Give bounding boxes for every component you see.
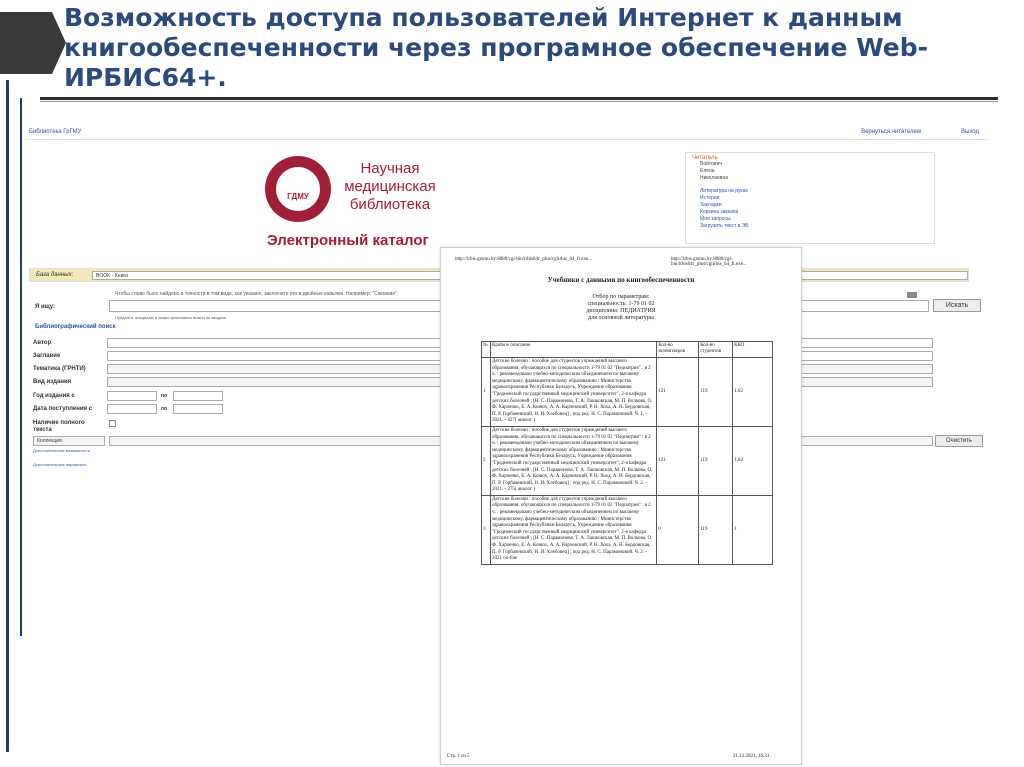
fulltext-label: Наличие полного текста — [33, 420, 85, 433]
library-link[interactable]: Библиотека ГрГМУ — [29, 129, 82, 135]
col-header: Краткое описание — [490, 342, 656, 358]
search-button[interactable]: Искать — [933, 299, 981, 312]
fulltext-checkbox[interactable] — [109, 420, 116, 427]
year-from-input[interactable] — [107, 391, 157, 401]
date-row — [33, 404, 333, 416]
doctype-label: Вид издания — [33, 379, 72, 385]
reader-name-line: Войтович — [700, 161, 722, 167]
row-copies: 0 — [657, 495, 699, 564]
param-line: специальность: 1-79 01 02 — [587, 301, 655, 307]
title-divider — [40, 97, 998, 100]
param-line: Отбор по параметрам: — [592, 294, 650, 300]
database-select[interactable]: BOOK - Книги — [92, 271, 968, 280]
exit-link[interactable]: Выход — [961, 129, 979, 135]
year-to-label: по — [161, 393, 168, 399]
reader-link-cart[interactable]: Корзина заказов — [700, 209, 739, 215]
reader-link-loans[interactable]: Литература на руках — [700, 188, 749, 194]
extra-params-link[interactable]: Дополнительные параметры — [33, 462, 87, 467]
row-description: Детские болезни : пособие для студентов учреждений высшего образования, обучающихся по специальности 1-79 01 02 "Педиатрия" : в 2 ч. : рекомендовано учебно-методическим объединением по высшему медицинскому, фармацевтическому образованию / Министерство здравоохранения Республики Беларусь, Учреждение образования "Гродненский государственный медицинский университет", 2-я кафедра детских болезней ; [Н. С. Парамонова, Т. А. Лашковская, М. П. Волкова, О. Ф. Харченко, Е. А. Конюх, А. А. Карчевский, Р. Н. Хоха, А. Н. Бердовская, П. Р. Горбачевский, Н. И. Хлебовец] ; под ред. Н. С. Парамоновой. Ч. 1. - 2021. - 427( аналог ) — [490, 358, 656, 427]
database-label: База данных: — [36, 272, 74, 278]
table-row — [482, 358, 773, 427]
fulltext-row — [33, 418, 153, 434]
availability-table — [481, 341, 773, 565]
author-label: Автор — [33, 340, 52, 346]
table-row — [482, 426, 773, 495]
library-logo — [265, 156, 331, 222]
reader-link-bookmarks[interactable]: Закладки — [700, 202, 722, 208]
date-to-label: по — [161, 406, 168, 412]
list-icon[interactable] — [907, 292, 917, 298]
doc-timestamp: 21.12.2021, 16:31 — [733, 754, 770, 759]
search-hint: Чтобы слово было найдено в точности в том виде, как указано, заключите его в двойные кавычки. Например: "Сжиание" — [115, 291, 397, 297]
row-copies: 121 — [657, 426, 699, 495]
col-header: № — [482, 342, 491, 358]
slide-vertical-line-inner — [20, 98, 22, 636]
search-label: Я ищу: — [35, 304, 55, 310]
catalog-title: Электронный каталог — [267, 232, 429, 249]
reader-header: Читатель — [692, 155, 718, 161]
search-hint-secondary: Предлоги, инициалы и знаки препинания можно не вводить — [115, 315, 227, 320]
reader-link-history[interactable]: История — [700, 195, 720, 201]
param-line: для основной литературы — [588, 315, 654, 321]
title-divider-thin — [40, 101, 998, 102]
doc-url-right: http://irbis.grsmu.by:8080/cgi-bin/irbis64r_plus/cgiirbis_64_ft.exe... — [671, 257, 747, 267]
reader-name-line: Елена — [700, 168, 715, 174]
reader-name-line: Николаевна — [700, 175, 728, 181]
slide-title: Возможность доступа пользователей Интернет к данным книгообеспеченности через програмное обеспечение Web-ИРБИС64+. — [64, 3, 929, 92]
title-label: Заглавие — [33, 353, 61, 359]
col-header: Кол-во студентов — [699, 342, 733, 358]
row-kko: 1.02 — [733, 426, 773, 495]
slide-tab-marker — [0, 12, 52, 74]
doc-title: Учебники с данными по книгообеспеченности — [547, 276, 695, 284]
logo-text: ГДМУ — [287, 192, 309, 201]
row-description: Детские болезни : пособие для студентов учреждений высшего образования, обучающихся по специальности 1-79 01 02 "Педиатрия" : в 2 ч. : рекомендовано учебно-методическим объединением по высшему медицинскому, фармацевтическому образованию / Министерство здравоохранения Республики Беларусь, Учреждение образования "Гродненский государственный медицинский университет", 2-я кафедра детских болезней ; [Н. С. Парамонова, Т. А. Лашковская, М. П. Волкова, О. Ф. Харченко, Е. А. Конюх, А. А. Карчевский, Р. Н. Хоха, А. Н. Бердовская, П. Р. Горбачевский, Н. И. Хлебовец] ; под ред. Н. С. Парамоновой. Ч. 2. - 2021 on-line — [490, 495, 656, 564]
row-number: 3 — [482, 495, 491, 564]
doc-page-counter: Стр. 1 из 5 — [447, 754, 470, 759]
year-to-input[interactable] — [173, 391, 223, 401]
table-header-row — [482, 342, 773, 358]
date-to-input[interactable] — [173, 404, 223, 414]
library-name: Научная медицинская библиотека — [344, 160, 436, 213]
year-row — [33, 391, 333, 403]
col-header: ККО — [733, 342, 773, 358]
row-kko: 1 — [733, 495, 773, 564]
clear-button[interactable]: Очистить — [935, 435, 983, 447]
row-description: Детские болезни : пособие для студентов учреждений высшего образования, обучающихся по специальности 1-79 01 02 "Педиатрия" : в 2 ч. : рекомендовано учебно-методическим объединением по высшему медицинскому, фармацевтическому образованию / Министерство здравоохранения Республики Беларусь, Учреждение образования "Гродненский государственный медицинский университет", 2-я кафедра детских болезней ; [Н. С. Парамонова, Т. А. Лашковская, М. П. Волкова, О. Ф. Харченко, Е. А. Конюх, А. А. Карчевский, Р. Н. Хоха, А. Н. Бердовская, П. Р. Горбачевский, Н. И. Хлебовец] ; под ред. Н. С. Парамоновой. Ч. 2. - 2021. - 375( аналог ) — [490, 426, 656, 495]
doc-url-left: http://irbis.grsmu.by:8080/cgi-bin/irbis64r_plus/cgiirbis_64_ft.exe... — [455, 257, 592, 262]
col-header: Кол-во экземпляров — [657, 342, 699, 358]
catalog-top-bar — [25, 126, 987, 140]
row-number: 2 — [482, 426, 491, 495]
collection-select[interactable]: Коллекция — [33, 436, 105, 446]
row-copies: 121 — [657, 358, 699, 427]
table-row — [482, 495, 773, 564]
biblio-search-header: Библиографический поиск — [35, 324, 116, 330]
param-line: дисциплина: ПЕДИАТРИЯ — [586, 308, 656, 314]
reader-link-upload[interactable]: Загрузить текст в ЭБ — [700, 223, 749, 229]
reader-panel — [685, 152, 935, 244]
date-label: Дата поступления с — [33, 406, 93, 412]
back-reader-link[interactable]: Вернуться читателем — [861, 129, 921, 135]
date-from-input[interactable] — [107, 404, 157, 414]
reader-link-requests[interactable]: Мои запросы — [700, 216, 731, 222]
doc-params — [441, 294, 801, 322]
report-document — [440, 247, 802, 765]
slide-vertical-line — [6, 80, 9, 752]
row-number: 1 — [482, 358, 491, 427]
subject-label: Тематика (ГРНТИ) — [33, 366, 86, 372]
row-students: 119 — [699, 495, 733, 564]
row-kko: 1.02 — [733, 358, 773, 427]
row-students: 119 — [699, 426, 733, 495]
extra-options-link[interactable]: Дополнительные возможности — [33, 448, 90, 453]
row-students: 119 — [699, 358, 733, 427]
year-label: Год издания с — [33, 393, 75, 399]
